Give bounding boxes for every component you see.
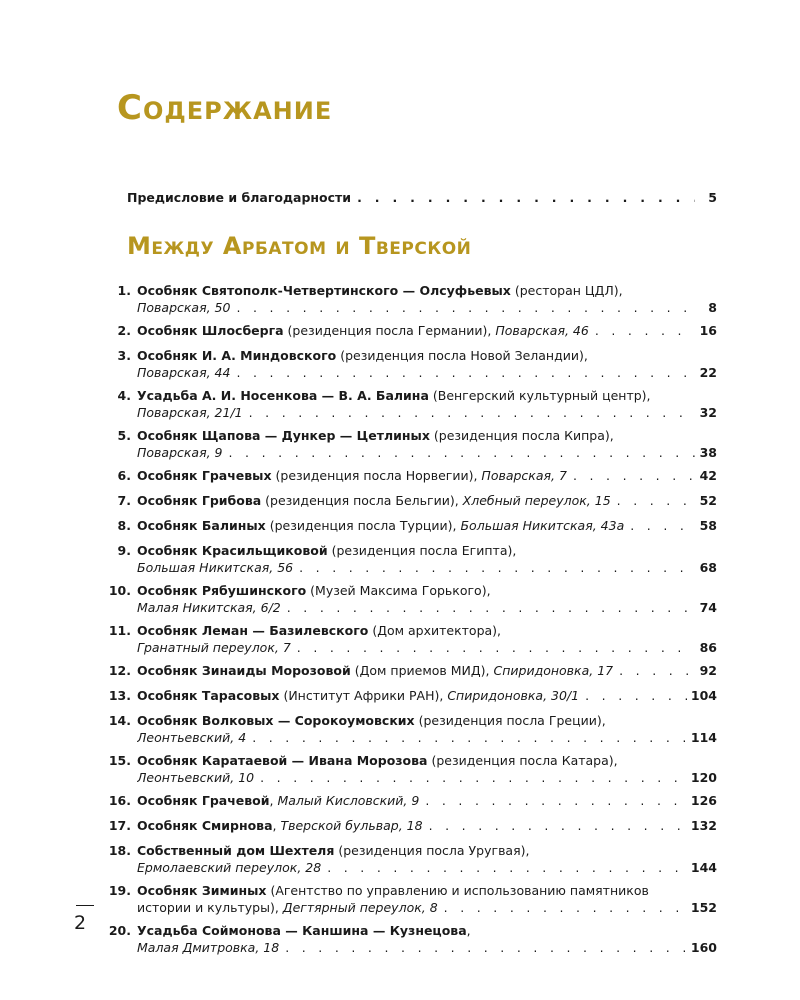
section-title: Между Арбатом и Тверской (127, 232, 472, 260)
entry-address: Малая Дмитровка, 18 (137, 940, 280, 955)
entry-number: 15. (108, 753, 131, 768)
entry-address: Поварская, 7 (481, 468, 567, 483)
entry-page: 16 (699, 323, 717, 338)
entry-name: Особняк Зиминых (137, 883, 267, 898)
entry-number: 6. (117, 468, 131, 483)
entry-note: , (466, 923, 471, 938)
dot-leader (293, 559, 695, 576)
entry-note: (резиденция посла Египта), (327, 543, 517, 558)
entry-number: 14. (108, 713, 131, 728)
entry-name: Особняк Смирнова (137, 818, 273, 833)
entry-number: 20. (108, 923, 131, 938)
toc-entry (107, 882, 717, 916)
dot-leader (589, 322, 695, 339)
entry-name: Особняк Волковых — Сорокоумовских (137, 713, 415, 728)
toc-entry (107, 492, 717, 509)
toc-entry (107, 517, 717, 534)
entry-page: 114 (690, 730, 717, 745)
toc-entry (107, 752, 717, 786)
entry-name: Усадьба Соймонова — Каншина — Кузнецова (137, 923, 467, 938)
toc-entry (107, 842, 717, 876)
entry-note: (резиденция посла Катара), (427, 753, 618, 768)
entry-address: Поварская, 21/1 (137, 405, 243, 420)
entry-page: 144 (690, 860, 717, 875)
entry-page: 68 (699, 560, 717, 575)
dot-leader (438, 899, 691, 916)
entry-page: 152 (690, 900, 717, 915)
entry-number: 18. (108, 843, 131, 858)
entry-number: 4. (117, 388, 131, 403)
entry-page: 58 (699, 518, 717, 533)
entry-address: Дегтярный переулок, 8 (282, 900, 438, 915)
entry-address: Спиридоновка, 17 (493, 663, 614, 678)
entry-address: Малая Никитская, 6/2 (137, 600, 281, 615)
entry-note: (резиденция посла Норвегии), (271, 468, 482, 483)
entry-note: (резиденция посла Бельгии), (261, 493, 463, 508)
entry-address: Тверской бульвар, 18 (280, 818, 423, 833)
dot-leader (423, 817, 691, 834)
dot-leader (567, 467, 695, 484)
toc-list (107, 282, 717, 962)
page-number: 2 (74, 912, 87, 934)
entry-note: (Агентство по управлению и использованию памятников (266, 883, 649, 898)
entry-address: Поварская, 9 (137, 445, 223, 460)
toc-entry (107, 792, 717, 809)
entry-number: 16. (108, 793, 131, 808)
entry-page: 120 (690, 770, 717, 785)
toc-entry (107, 582, 717, 616)
entry-page: 38 (699, 445, 717, 460)
entry-note: (Дом приемов МИД), (350, 663, 494, 678)
toc-entry (107, 322, 717, 339)
entry-page: 126 (690, 793, 717, 808)
dot-leader (243, 404, 695, 421)
entry-page: 132 (690, 818, 717, 833)
toc-entry (107, 817, 717, 834)
entry-address: Большая Никитская, 56 (137, 560, 294, 575)
toc-entry (107, 542, 717, 576)
dot-leader (254, 769, 691, 786)
entry-note: (резиденция посла Уругвая), (334, 843, 530, 858)
entry-number: 19. (108, 883, 131, 898)
entry-number: 2. (117, 323, 131, 338)
entry-name: Особняк Щапова — Дункер — Цетлиных (137, 428, 430, 443)
toc-entry (107, 687, 717, 704)
entry-number: 17. (108, 818, 131, 833)
entry-page: 42 (699, 468, 717, 483)
entry-name: Особняк Балиных (137, 518, 266, 533)
entry-name: Особняк И. А. Миндовского (137, 348, 337, 363)
folio-rule (76, 905, 94, 906)
dot-leader (246, 729, 691, 746)
entry-page: 52 (699, 493, 717, 508)
entry-name: Усадьба А. И. Носенкова — В. А. Балина (137, 388, 429, 403)
toc-entry (107, 922, 717, 956)
entry-number: 8. (117, 518, 131, 533)
preface-page: 5 (708, 190, 717, 205)
entry-note: (резиденция посла Турции), (265, 518, 461, 533)
entry-page: 74 (699, 600, 717, 615)
entry-note: (Институт Африки РАН), (279, 688, 448, 703)
dot-leader (579, 687, 691, 704)
entry-name: Особняк Шлосберга (137, 323, 284, 338)
toc-entry (107, 467, 717, 484)
entry-address: Большая Никитская, 43а (460, 518, 625, 533)
toc-title: Содержание (117, 88, 333, 128)
entry-note: (Дом архитектора), (368, 623, 502, 638)
entry-name: Особняк Святополк-Четвертинского — Олсуфьевых (137, 283, 511, 298)
entry-name: Особняк Зинаиды Морозовой (137, 663, 351, 678)
entry-name: Особняк Каратаевой — Ивана Морозова (137, 753, 428, 768)
entry-number: 3. (117, 348, 131, 363)
entry-address: Спиридоновка, 30/1 (447, 688, 580, 703)
entry-number: 10. (108, 583, 131, 598)
entry-number: 11. (108, 623, 131, 638)
entry-name: Особняк Грибова (137, 493, 262, 508)
entry-page: 86 (699, 640, 717, 655)
entry-name: Особняк Тарасовых (137, 688, 280, 703)
entry-name: Особняк Красильщиковой (137, 543, 328, 558)
preface-title: Предисловие и благодарности (127, 190, 352, 205)
entry-page: 92 (699, 663, 717, 678)
entry-note: (резиденция посла Греции), (414, 713, 606, 728)
entry-address: Хлебный переулок, 15 (462, 493, 611, 508)
entry-note: (резиденция посла Германии), (283, 323, 496, 338)
entry-note: (Венгерский культурный центр), (428, 388, 651, 403)
toc-entry (107, 427, 717, 461)
entry-number: 7. (117, 493, 131, 508)
entry-address: Ермолаевский переулок, 28 (137, 860, 322, 875)
dot-leader (613, 662, 695, 679)
entry-address: Поварская, 50 (137, 300, 231, 315)
entry-number: 13. (108, 688, 131, 703)
entry-page: 22 (699, 365, 717, 380)
entry-address: Поварская, 44 (137, 365, 231, 380)
entry-name: Особняк Грачевой (137, 793, 270, 808)
entry-number: 1. (117, 283, 131, 298)
dot-leader (230, 299, 695, 316)
dot-leader (291, 639, 695, 656)
entry-note: (резиденция посла Кипра), (429, 428, 614, 443)
entry-note: (Музей Максима Горького), (306, 583, 491, 598)
entry-page: 160 (690, 940, 717, 955)
entry-page: 32 (699, 405, 717, 420)
entry-note: , (269, 793, 278, 808)
dot-leader (351, 189, 695, 207)
entry-number: 12. (108, 663, 131, 678)
entry-address: Поварская, 46 (495, 323, 589, 338)
toc-entry (107, 347, 717, 381)
toc-entry (107, 622, 717, 656)
entry-address: Леонтьевский, 4 (137, 730, 247, 745)
dot-leader (281, 599, 695, 616)
dot-leader (624, 517, 695, 534)
entry-note: , (272, 818, 281, 833)
preface-entry (127, 189, 717, 207)
entry-name: Собственный дом Шехтеля (137, 843, 335, 858)
entry-name: Особняк Грачевых (137, 468, 272, 483)
dot-leader (419, 792, 691, 809)
entry-address: Леонтьевский, 10 (137, 770, 255, 785)
entry-number: 5. (117, 428, 131, 443)
entry-page: 8 (708, 300, 717, 315)
dot-leader (223, 444, 695, 461)
entry-name: Особняк Рябушинского (137, 583, 307, 598)
entry-note: (ресторан ЦДЛ), (510, 283, 623, 298)
entry-name: Особняк Леман — Базилевского (137, 623, 369, 638)
entry-address: Малый Кисловский, 9 (277, 793, 420, 808)
entry-number: 9. (117, 543, 131, 558)
entry-note-continued: истории и культуры), (137, 900, 283, 915)
toc-entry (107, 662, 717, 679)
dot-leader (279, 939, 691, 956)
entry-note: (резиденция посла Новой Зеландии), (336, 348, 588, 363)
toc-entry (107, 387, 717, 421)
dot-leader (611, 492, 695, 509)
entry-page: 104 (690, 688, 717, 703)
toc-entry (107, 282, 717, 316)
dot-leader (230, 364, 695, 381)
dot-leader (321, 859, 691, 876)
entry-address: Гранатный переулок, 7 (137, 640, 291, 655)
toc-entry (107, 712, 717, 746)
